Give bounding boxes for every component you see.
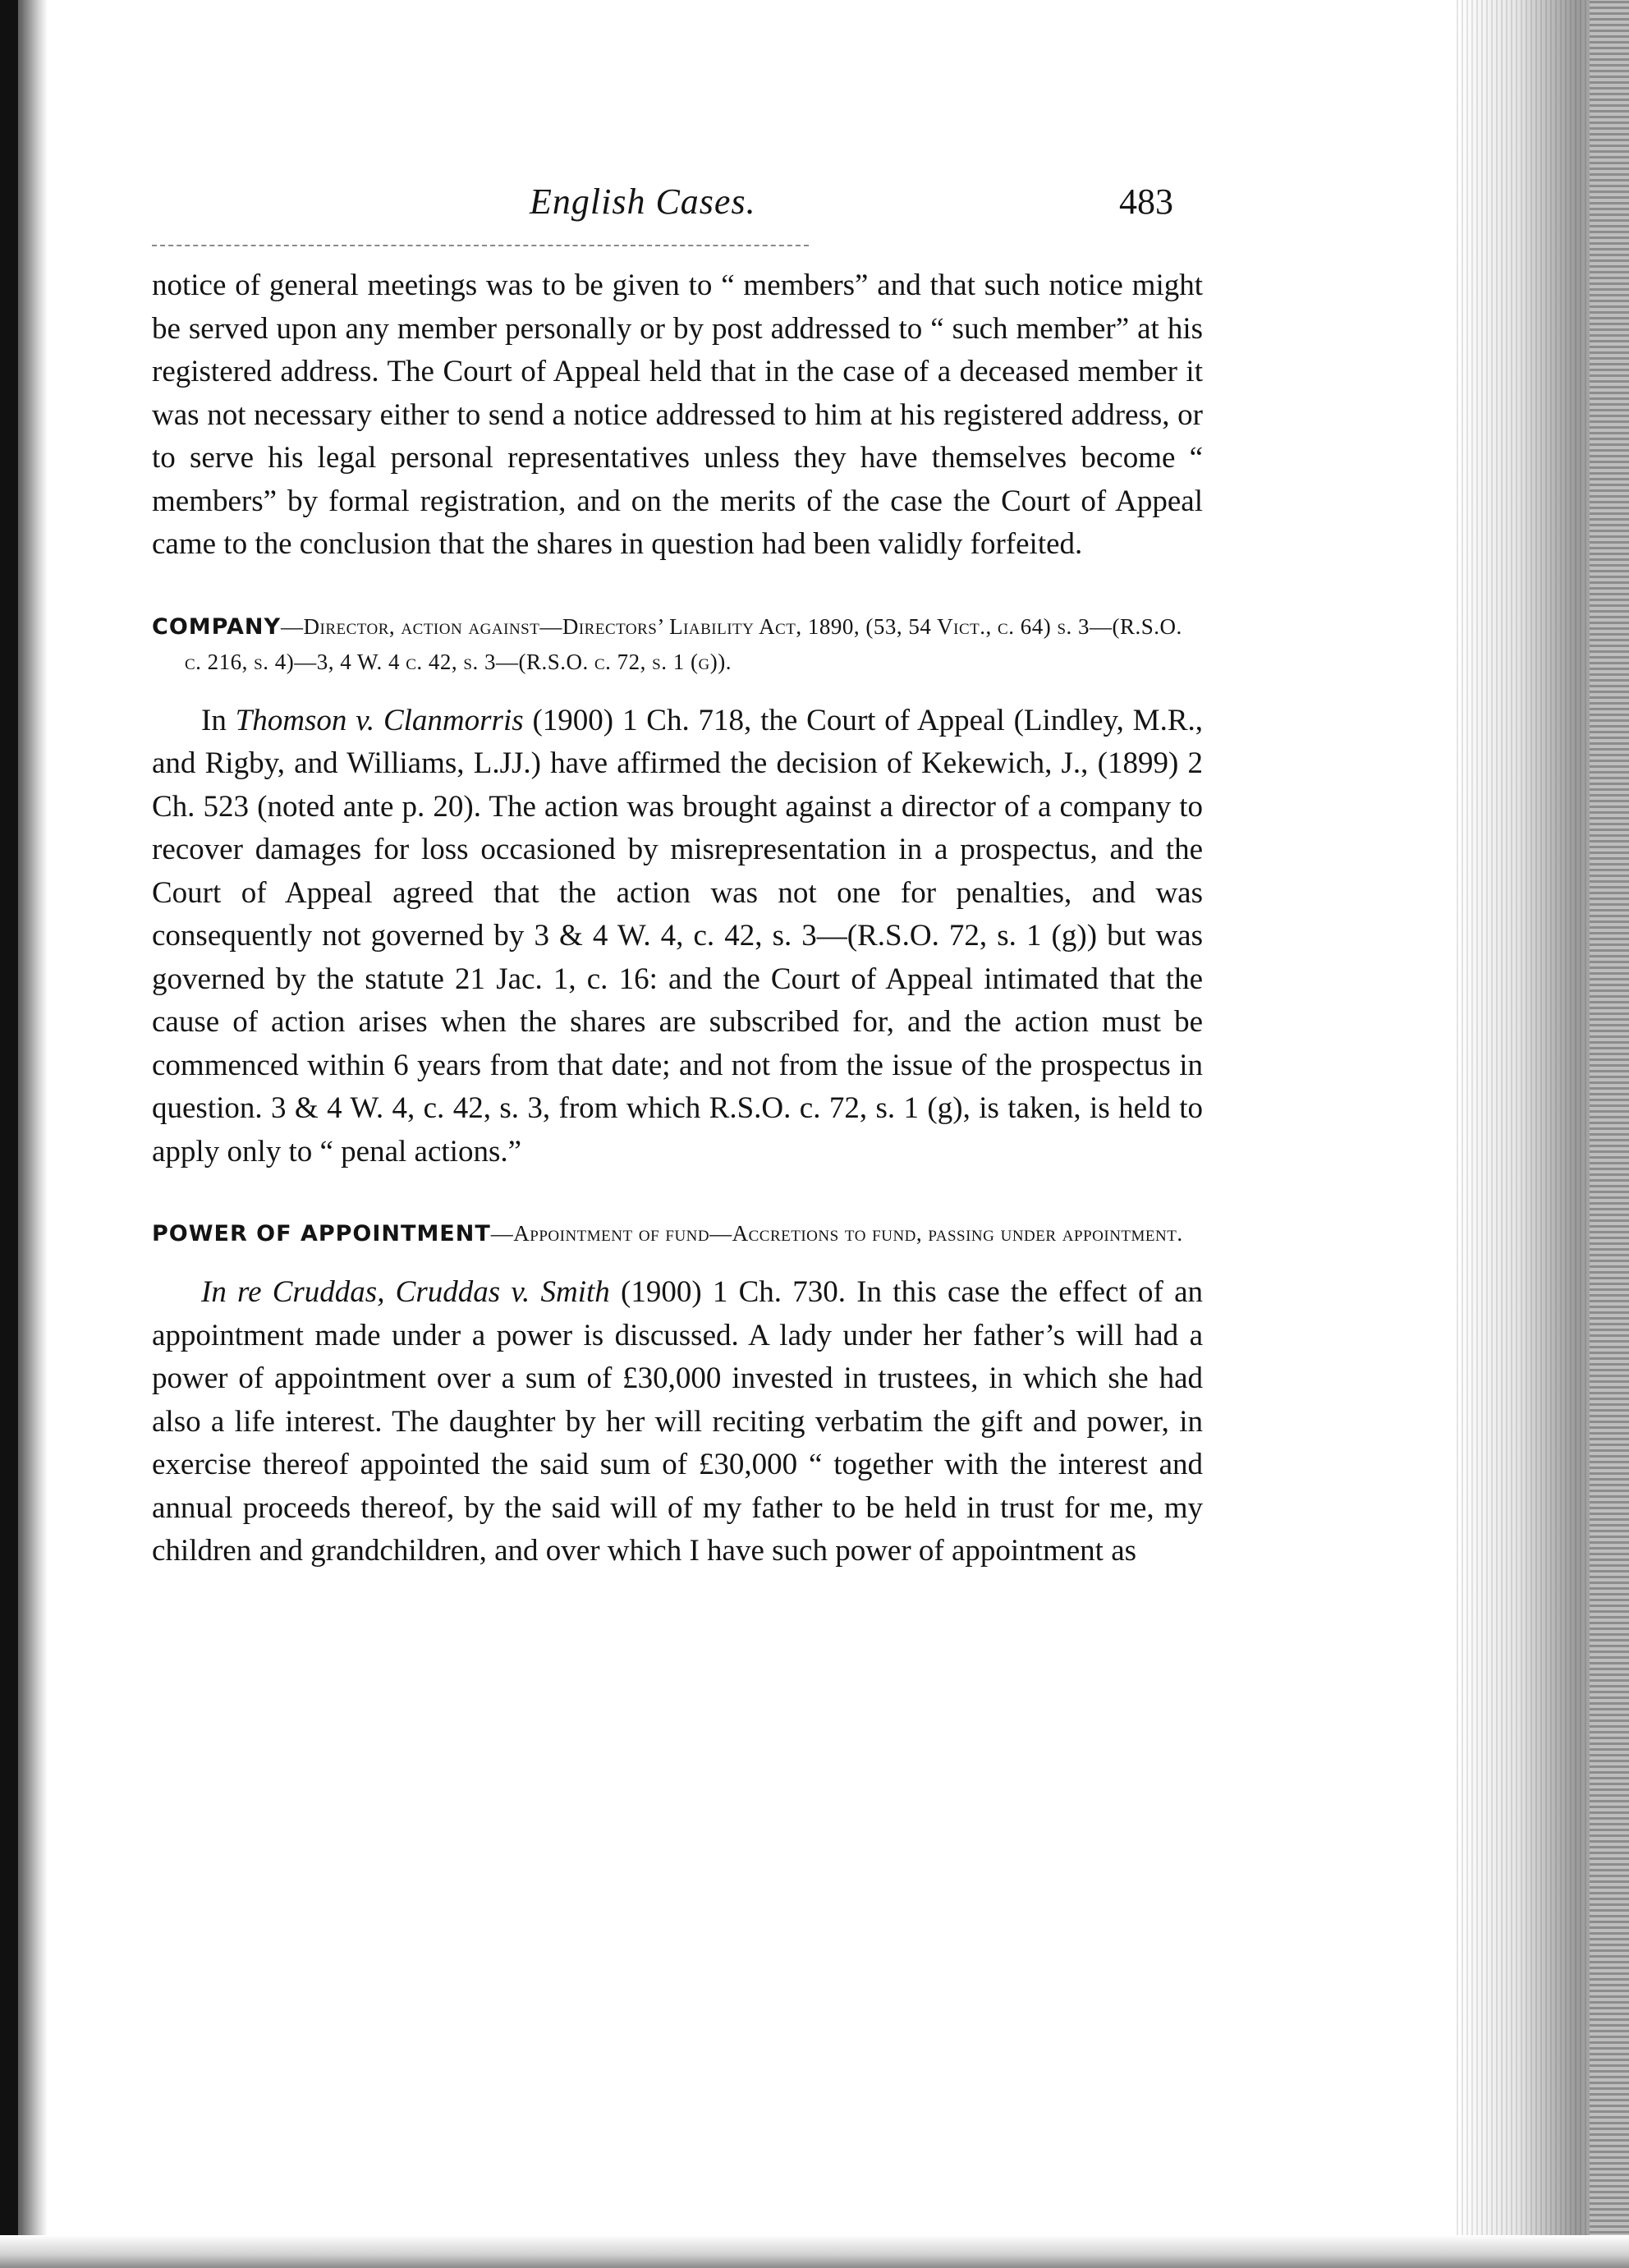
running-title: English Cases. — [530, 181, 756, 222]
continued-paragraph: notice of general meetings was to be given to “ members” and that such notice might be served upon any member personally or by post addressed to “ such member” at his registered address. The Court of Appeal held that in the case of a deceased member it was not necessary either to send a notice addressed to him at his registered address, or to serve his legal personal representatives unless they have themselves become “ members” by formal registration, and on the merits of the case the Court of Appeal came to the conclusion that the shares in question had been validly forfeited. — [152, 269, 1203, 561]
case-name: Thomson v. Clanmorris — [235, 703, 524, 737]
case-name: In re Cruddas, Cruddas v. Smith — [201, 1275, 610, 1309]
scan-right-edge-shadow — [1590, 0, 1629, 2268]
page-number: 483 — [1119, 181, 1173, 222]
heading-lead: POWER OF APPOINTMENT — [152, 1221, 491, 1246]
scan-bottom-edge — [0, 2235, 1629, 2268]
section-heading-power-of-appointment — [152, 1216, 1203, 1251]
heading-lead: COMPANY — [152, 613, 281, 640]
section-heading-company — [152, 609, 1203, 680]
heading-subtitle: —Director, action against—Directors’ Liability Act, 1890, (53, 54 Vict., c. 64) s. 3—(R.S.O. c. 216, s. 4)—3, 4 W. 4 c. 42, s. 3—(R.S.O. c. 72, s. 1 (g)). — [185, 613, 1182, 674]
case-body: (1900) 1 Ch. 730. In this case the effect of an appointment made under a power is discussed. A lady under her father’s will had a power of appointment over a sum of £30,000 invested in trustees, in which she had also a life interest. The daughter by her will reciting verbatim the gift and power, in exercise thereof appointed the said sum of £30,000 “ together with the interest and annual proceeds thereof, by the said will of my father to be held in trust for me, my children and grandchildren, and over which I have such power of appointment as — [152, 1275, 1203, 1568]
book-page — [152, 181, 1203, 1573]
running-head — [152, 181, 1203, 238]
case-paragraph-cruddas — [152, 1271, 1203, 1573]
case-paragraph-thomson — [152, 700, 1203, 1174]
heading-subtitle: —Appointment of fund—Accretions to fund, passing under appointment. — [490, 1221, 1183, 1246]
scan-spine — [0, 0, 18, 2268]
case-intro: In — [201, 703, 236, 737]
case-body: (1900) 1 Ch. 718, the Court of Appeal (Lindley, M.R., and Rigby, and Williams, L.JJ.) have affirmed the decision of Kekewich, J., (1899) 2 Ch. 523 (noted ante p. 20). The action was brought against a director of a company to recover damages for loss occasioned by misrepresentation in a prospectus, and the Court of Appeal agreed that the action was not one for penalties, and was consequently not governed by 3 & 4 W. 4, c. 42, s. 3—(R.S.O. 72, s. 1 (g)) but was governed by the statute 21 Jac. 1, c. 16: and the Court of Appeal intimated that the cause of action arises when the shares are subscribed for, and the action must be commenced within 6 years from that date; and not from the issue of the prospectus in question. 3 & 4 W. 4, c. 42, s. 3, from which R.S.O. c. 72, s. 1 (g), is taken, is held to apply only to “ penal actions.” — [152, 703, 1203, 1168]
header-rule — [152, 245, 809, 246]
